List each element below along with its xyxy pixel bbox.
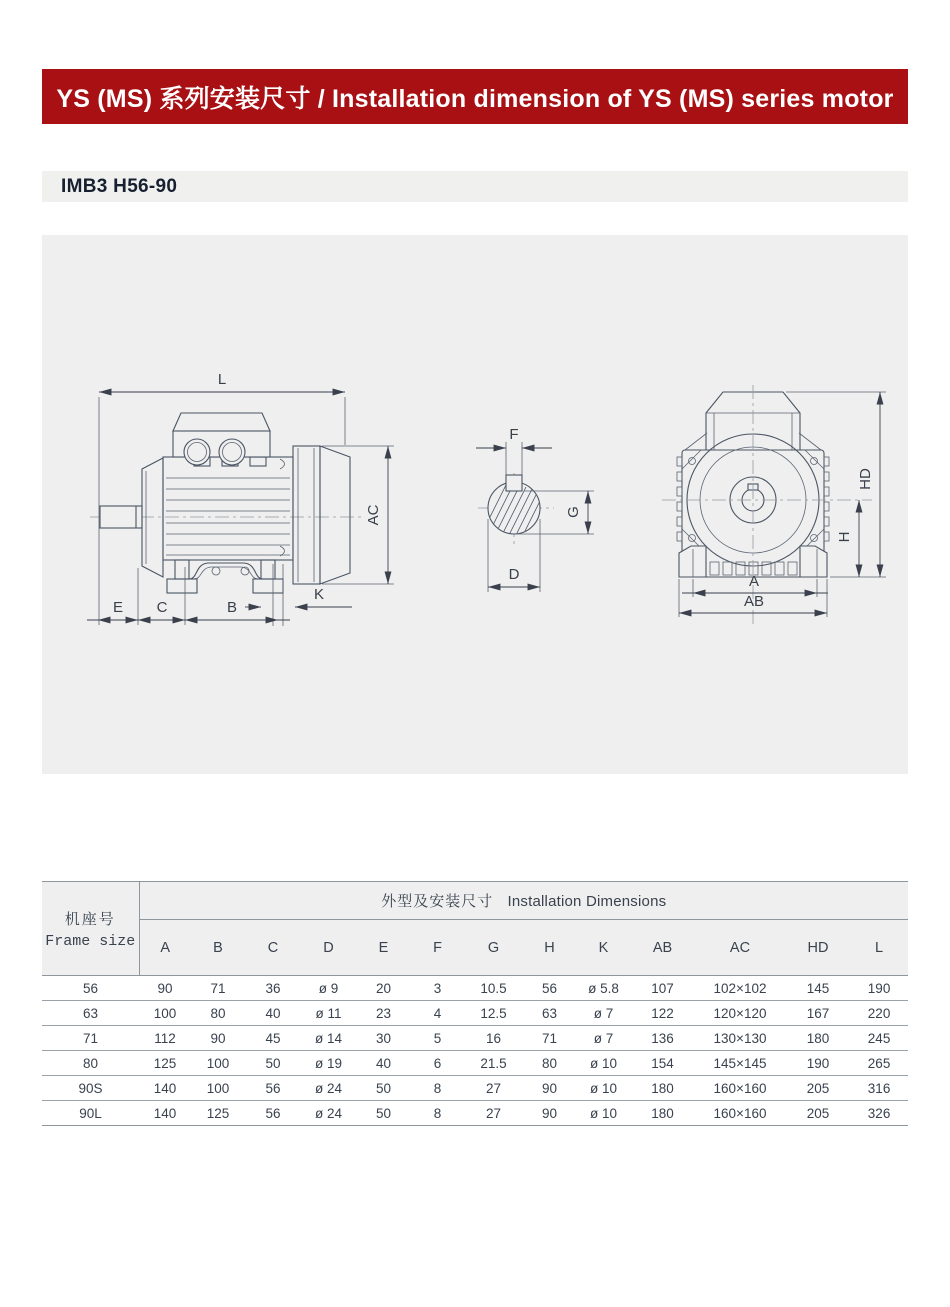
dimension-cell: ø 7 bbox=[576, 1001, 631, 1026]
dimension-cell: 56 bbox=[523, 976, 576, 1001]
dim-label-A: A bbox=[748, 573, 760, 590]
dimension-cell: 140 bbox=[139, 1076, 191, 1101]
col-header-E: E bbox=[356, 920, 411, 976]
dimension-cell: 190 bbox=[850, 976, 908, 1001]
dimension-cell: 16 bbox=[464, 1026, 523, 1051]
dimension-cell: 80 bbox=[191, 1001, 245, 1026]
dimension-cell: 180 bbox=[631, 1076, 694, 1101]
col-header-HD: HD bbox=[786, 920, 850, 976]
col-header-L: L bbox=[850, 920, 908, 976]
dimension-cell: 160×160 bbox=[713, 1105, 767, 1121]
dim-label-C: C bbox=[156, 599, 168, 616]
dimension-cell: 4 bbox=[411, 1001, 464, 1026]
dimension-cell: 5 bbox=[411, 1026, 464, 1051]
dimension-cell: 8 bbox=[411, 1076, 464, 1101]
dim-label-L: L bbox=[217, 371, 227, 388]
dimension-cell: 10.5 bbox=[464, 976, 523, 1001]
side-view bbox=[87, 371, 394, 626]
table-row bbox=[42, 1026, 908, 1051]
dim-label-B: B bbox=[226, 599, 238, 616]
dimension-cell: 205 bbox=[786, 1076, 850, 1101]
frame-size-cell: 80 bbox=[42, 1051, 139, 1076]
dimension-cell: ø 24 bbox=[314, 1105, 342, 1121]
dimension-cell: 6 bbox=[411, 1051, 464, 1076]
dimension-cell: 90 bbox=[139, 976, 191, 1001]
dimension-cell: 21.5 bbox=[464, 1051, 523, 1076]
dimension-cell: 20 bbox=[356, 976, 411, 1001]
dim-label-HD: HD bbox=[857, 468, 874, 490]
dimension-cell: 130×130 bbox=[694, 1026, 786, 1051]
drawing-panel bbox=[42, 235, 908, 774]
dim-label-H: H bbox=[836, 531, 853, 543]
dimension-cell: 30 bbox=[356, 1026, 411, 1051]
dimension-cell: 154 bbox=[631, 1051, 694, 1076]
dimension-cell: 36 bbox=[245, 976, 301, 1001]
dimension-cell: 205 bbox=[806, 1105, 830, 1121]
dimension-table-section bbox=[42, 881, 908, 1126]
dimension-cell: ø 11 bbox=[301, 1001, 356, 1026]
dimension-cell: 90 bbox=[523, 1076, 576, 1101]
col-header-F: F bbox=[411, 920, 464, 976]
dimension-cell: 100 bbox=[191, 1076, 245, 1101]
dimension-cell: ø 10 bbox=[589, 1105, 617, 1121]
table-row bbox=[42, 1051, 908, 1076]
col-header-D: D bbox=[301, 920, 356, 976]
col-header-G: G bbox=[464, 920, 523, 976]
dimension-cell: ø 24 bbox=[301, 1076, 356, 1101]
dimension-cell: 27 bbox=[464, 1076, 523, 1101]
col-header-B: B bbox=[191, 920, 245, 976]
dimension-table bbox=[42, 881, 908, 1126]
dimension-cell: 102×102 bbox=[694, 976, 786, 1001]
dimension-cell: 145 bbox=[786, 976, 850, 1001]
dimension-cell: 100 bbox=[139, 1001, 191, 1026]
col-header-H: H bbox=[523, 920, 576, 976]
dimension-cell: 145×145 bbox=[694, 1051, 786, 1076]
frame-size-cell: 90L bbox=[79, 1105, 102, 1121]
dimension-cell: 326 bbox=[867, 1105, 891, 1121]
front-view bbox=[662, 385, 886, 625]
dim-label-AC: AC bbox=[365, 504, 382, 526]
installation-dimensions-header-zh: 外型及安装尺寸 bbox=[381, 893, 494, 910]
dimension-cell: 180 bbox=[786, 1026, 850, 1051]
dimension-cell: ø 14 bbox=[301, 1026, 356, 1051]
dimension-cell: 27 bbox=[485, 1105, 502, 1121]
frame-size-cell: 90S bbox=[42, 1076, 139, 1101]
dimension-cell: 56 bbox=[265, 1105, 281, 1121]
dimension-cell: ø 5.8 bbox=[576, 976, 631, 1001]
shaft-section-view bbox=[476, 426, 594, 592]
dimension-cell: 3 bbox=[411, 976, 464, 1001]
dimension-cell: 40 bbox=[245, 1001, 301, 1026]
col-header-C: C bbox=[245, 920, 301, 976]
dim-label-E: E bbox=[112, 599, 124, 616]
dimension-cell: 71 bbox=[191, 976, 245, 1001]
title-banner bbox=[42, 69, 908, 124]
dimension-cell: 122 bbox=[631, 1001, 694, 1026]
dim-label-G: G bbox=[565, 506, 582, 518]
dimension-cell: 90 bbox=[191, 1026, 245, 1051]
col-header-AC: AC bbox=[694, 920, 786, 976]
dimension-cell: 140 bbox=[153, 1105, 177, 1121]
installation-dimensions-header-en: Installation Dimensions bbox=[507, 893, 667, 910]
frame-size-cell: 71 bbox=[42, 1026, 139, 1051]
dim-label-AB: AB bbox=[743, 593, 765, 610]
dimension-cell: 112 bbox=[139, 1026, 191, 1051]
dimension-cell: 167 bbox=[786, 1001, 850, 1026]
col-header-AB: AB bbox=[631, 920, 694, 976]
installation-drawing bbox=[42, 235, 908, 774]
table-row bbox=[42, 1076, 908, 1101]
table-row bbox=[42, 1001, 908, 1026]
frame-size-cell: 56 bbox=[42, 976, 139, 1001]
group-header-row bbox=[42, 882, 908, 920]
dim-label-F: F bbox=[509, 426, 519, 443]
dimension-cell: ø 10 bbox=[576, 1076, 631, 1101]
frame-size-cell: 63 bbox=[42, 1001, 139, 1026]
dimension-cell: ø 9 bbox=[301, 976, 356, 1001]
dimension-cell: 63 bbox=[523, 1001, 576, 1026]
dimension-cell: 180 bbox=[651, 1105, 674, 1121]
mounting-code-label: IMB3 H56-90 bbox=[61, 175, 178, 197]
frame-size-header-en: Frame size bbox=[45, 932, 136, 950]
dimension-cell: 50 bbox=[245, 1051, 301, 1076]
table-row bbox=[42, 976, 908, 1001]
dimension-cell: 80 bbox=[523, 1051, 576, 1076]
dimension-cell: ø 10 bbox=[576, 1051, 631, 1076]
dimension-cell: 220 bbox=[850, 1001, 908, 1026]
dimension-cell: 245 bbox=[850, 1026, 908, 1051]
subtitle-band bbox=[42, 171, 908, 202]
installation-dimensions-header bbox=[139, 882, 908, 920]
dimension-cell: 265 bbox=[850, 1051, 908, 1076]
dimension-cell: 71 bbox=[523, 1026, 576, 1051]
col-header-K: K bbox=[576, 920, 631, 976]
dimension-cell: 40 bbox=[356, 1051, 411, 1076]
dimension-cell: ø 19 bbox=[301, 1051, 356, 1076]
dimension-cell: 120×120 bbox=[694, 1001, 786, 1026]
dimension-cell: 316 bbox=[850, 1076, 908, 1101]
dim-label-K: K bbox=[313, 586, 325, 603]
dimension-cell: 23 bbox=[356, 1001, 411, 1026]
dimension-cell: 50 bbox=[356, 1076, 411, 1101]
dimension-cell: 8 bbox=[433, 1105, 442, 1121]
dimension-cell: 50 bbox=[375, 1105, 392, 1121]
col-header-A: A bbox=[139, 920, 191, 976]
dimension-cell: 100 bbox=[191, 1051, 245, 1076]
page-title: YS (MS) 系列安装尺寸 / Installation dimension of YS (MS) series motor bbox=[56, 84, 894, 113]
dimension-cell: ø 7 bbox=[576, 1026, 631, 1051]
column-header-row bbox=[42, 920, 908, 976]
dim-label-D: D bbox=[508, 566, 520, 583]
dimension-cell: 125 bbox=[206, 1105, 230, 1121]
dimension-cell: 125 bbox=[139, 1051, 191, 1076]
dimension-cell: 160×160 bbox=[694, 1076, 786, 1101]
dimension-table-body bbox=[42, 976, 908, 1126]
dimension-cell: 107 bbox=[631, 976, 694, 1001]
dimension-cell: 190 bbox=[786, 1051, 850, 1076]
dimension-cell: 90 bbox=[541, 1105, 558, 1121]
table-row bbox=[42, 1101, 908, 1126]
dimension-cell: 12.5 bbox=[464, 1001, 523, 1026]
dimension-cell: 45 bbox=[245, 1026, 301, 1051]
frame-size-header-zh: 机座号 bbox=[64, 910, 116, 928]
dimension-cell: 136 bbox=[631, 1026, 694, 1051]
dimension-cell: 56 bbox=[245, 1076, 301, 1101]
frame-size-header bbox=[42, 882, 139, 976]
